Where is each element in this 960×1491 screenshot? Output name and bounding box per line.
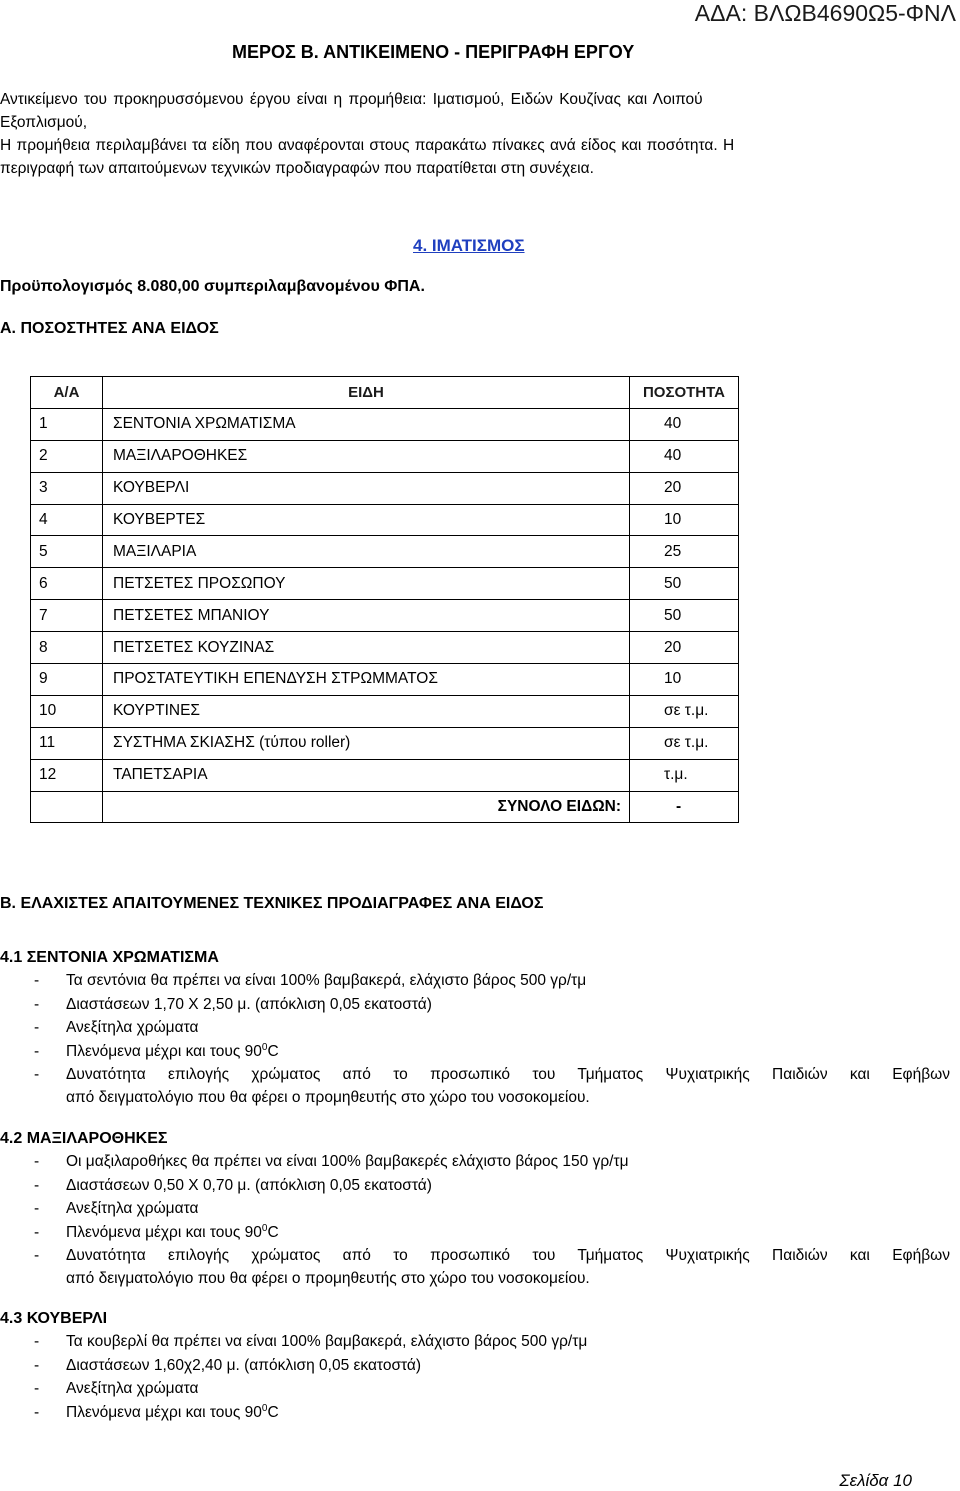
section-a-title: Α. ΠΟΣΟΣΤΗΤΕΣ ΑΝΑ ΕΙΔΟΣ: [0, 320, 219, 337]
row-item-name: ΣΕΝΤΟΝΙΑ ΧΡΩΜΑΤΙΣΜΑ: [103, 408, 630, 440]
table-header-row: [31, 377, 739, 409]
spec-title: 4.3 ΚΟΥΒΕΡΛΙ: [0, 1310, 108, 1327]
spec-bullet: - Διαστάσεων 0,50 Χ 0,70 μ. (απόκλιση 0,05 εκατοστά): [34, 1176, 432, 1194]
spec-bullet: - Πλενόμενα μέχρι και τους $90^0C$: [34, 1041, 279, 1060]
row-item-name: ΚΟΥΡΤΙΝΕΣ: [103, 695, 630, 727]
intro-paragraph: [0, 88, 958, 180]
total-label: ΣΥΝΟΛΟ ΕΙΔΩΝ:: [103, 791, 630, 823]
spec-section-4-2: [0, 1127, 950, 1291]
header-items: ΕΙΔΗ: [103, 377, 630, 409]
spec-title: 4.2 ΜΑΞΙΛΑΡΟΘΗΚΕΣ: [0, 1130, 168, 1147]
spec-bullet: - Ανεξίτηλα χρώματα: [34, 1380, 199, 1398]
row-quantity: 20: [630, 632, 739, 664]
row-item-name: ΠΕΤΣΕΤΕΣ ΠΡΟΣΩΠΟΥ: [103, 568, 630, 600]
section-link-clothing[interactable]: 4. ΙΜΑΤΙΣΜΟΣ: [413, 236, 525, 255]
spec-bullet: - Πλενόμενα μέχρι και τους $90^0C$: [34, 1402, 279, 1421]
intro-line: Η προμήθεια περιλαμβάνει τα είδη που αναφέρονται στους παρακάτω πίνακες ανά είδος και ποσότητα. Η: [0, 137, 735, 154]
row-quantity: σε τ.μ.: [630, 727, 739, 759]
spec-bullet: - Τα κουβερλί θα πρέπει να είναι 100% βαμβακερά, ελάχιστο βάρος 500 γρ/τμ: [34, 1333, 588, 1351]
total-empty-cell: [31, 791, 103, 823]
row-item-name: ΣΥΣΤΗΜΑ ΣΚΙΑΣΗΣ (τύπου roller): [103, 727, 630, 759]
table-row: [31, 440, 739, 472]
table-row: [31, 536, 739, 568]
row-quantity: σε τ.μ.: [630, 695, 739, 727]
row-quantity: 10: [630, 664, 739, 696]
quantities-table: [30, 376, 739, 823]
table-row: [31, 568, 739, 600]
row-item-name: ΠΕΤΣΕΤΕΣ ΜΠΑΝΙΟΥ: [103, 600, 630, 632]
row-number: 9: [31, 664, 103, 696]
row-number: 7: [31, 600, 103, 632]
row-quantity: τ.μ.: [630, 759, 739, 791]
header-quantity: ΠΟΣΟΤΗΤΑ: [630, 377, 739, 409]
ada-code: ΑΔΑ: ΒΛΩΒ4690Ω5-ΦΝΛ: [694, 0, 956, 26]
row-item-name: ΜΑΞΙΛΑΡΙΑ: [103, 536, 630, 568]
row-number: 3: [31, 472, 103, 504]
row-item-name: ΠΡΟΣΤΑΤΕΥΤΙΚΗ ΕΠΕΝΔΥΣΗ ΣΤΡΩΜΜΑΤΟΣ: [103, 664, 630, 696]
row-number: 1: [31, 408, 103, 440]
spec-bullet-continuation: από δειγματολόγιο που θα φέρει ο προμηθευτής στο χώρο του νοσοκομείου.: [66, 1089, 590, 1107]
budget-line: Προϋπολογισμός 8.080,00 συμπεριλαμβανομένου ΦΠΑ.: [0, 278, 425, 295]
row-quantity: 10: [630, 504, 739, 536]
spec-bullet: - Διαστάσεων 1,70 Χ 2,50 μ. (απόκλιση 0,05 εκατοστά): [34, 995, 432, 1013]
spec-bullet: - Δυνατότητα επιλογής χρώματος από το προσωπικό του Τμήματος Ψυχιατρικής Παιδιών και Εφήβων: [34, 1247, 950, 1265]
table-row: [31, 664, 739, 696]
spec-bullet: - Τα σεντόνια θα πρέπει να είναι 100% βαμβακερά, ελάχιστο βάρος 500 γρ/τμ: [34, 972, 587, 990]
row-quantity: 20: [630, 472, 739, 504]
spec-bullet: - Διαστάσεων 1,60χ2,40 μ. (απόκλιση 0,05 εκατοστά): [34, 1356, 422, 1374]
row-quantity: 25: [630, 536, 739, 568]
row-quantity: 40: [630, 408, 739, 440]
spec-bullet: - Οι μαξιλαροθήκες θα πρέπει να είναι 100% βαμβακερές ελάχιστο βάρος 150 γρ/τμ: [34, 1153, 629, 1171]
row-item-name: ΚΟΥΒΕΡΛΙ: [103, 472, 630, 504]
table-row: [31, 759, 739, 791]
spec-bullet: - Ανεξίτηλα χρώματα: [34, 1019, 199, 1037]
intro-line: Εξοπλισμού,: [0, 114, 88, 131]
row-number: 5: [31, 536, 103, 568]
row-quantity: 50: [630, 600, 739, 632]
table-row: [31, 472, 739, 504]
table-row: [31, 632, 739, 664]
row-item-name: ΜΑΞΙΛΑΡΟΘΗΚΕΣ: [103, 440, 630, 472]
header-aa: Α/Α: [31, 377, 103, 409]
table-row: [31, 727, 739, 759]
page-number: Σελίδα 10: [839, 1471, 912, 1490]
row-number: 4: [31, 504, 103, 536]
row-number: 11: [31, 727, 103, 759]
row-quantity: 50: [630, 568, 739, 600]
table-row: [31, 695, 739, 727]
row-number: 10: [31, 695, 103, 727]
intro-line: περιγραφή των απαιτούμενων τεχνικών προδιαγραφών που παρατίθεται στη συνέχεια.: [0, 160, 594, 177]
intro-line: Αντικείμενο του προκηρυσσόμενου έργου είναι η προμήθεια: Ιματισμού, Ειδών Κουζίνας και Λοιπού: [0, 91, 703, 108]
total-value: -: [630, 791, 739, 823]
row-item-name: ΚΟΥΒΕΡΤΕΣ: [103, 504, 630, 536]
part-title: ΜΕΡΟΣ Β. ΑΝΤΙΚΕΙΜΕΝΟ - ΠΕΡΙΓΡΑΦΗ ΕΡΓΟΥ: [232, 42, 635, 62]
table-row: [31, 408, 739, 440]
row-number: 2: [31, 440, 103, 472]
row-quantity: 40: [630, 440, 739, 472]
table-row: [31, 504, 739, 536]
spec-section-4-1: [0, 946, 950, 1110]
row-item-name: ΤΑΠΕΤΣΑΡΙΑ: [103, 759, 630, 791]
spec-section-4-3: [0, 1307, 950, 1424]
spec-bullet: - Ανεξίτηλα χρώματα: [34, 1200, 199, 1218]
section-b-title: Β. ΕΛΑΧΙΣΤΕΣ ΑΠΑΙΤΟΥΜΕΝΕΣ ΤΕΧΝΙΚΕΣ ΠΡΟΔΙΑΓΡΑΦΕΣ ΑΝΑ ΕΙΔΟΣ: [0, 895, 544, 912]
table-total-row: [31, 791, 739, 823]
row-number: 6: [31, 568, 103, 600]
spec-bullet: - Πλενόμενα μέχρι και τους $90^0C$: [34, 1222, 279, 1241]
row-number: 8: [31, 632, 103, 664]
row-item-name: ΠΕΤΣΕΤΕΣ ΚΟΥΖΙΝΑΣ: [103, 632, 630, 664]
table-row: [31, 600, 739, 632]
row-number: 12: [31, 759, 103, 791]
spec-title: 4.1 ΣΕΝΤΟΝΙΑ ΧΡΩΜΑΤΙΣΜΑ: [0, 949, 219, 966]
spec-bullet-continuation: από δειγματολόγιο που θα φέρει ο προμηθευτής στο χώρο του νοσοκομείου.: [66, 1270, 590, 1288]
spec-bullet: - Δυνατότητα επιλογής χρώματος από το προσωπικό του Τμήματος Ψυχιατρικής Παιδιών και Εφήβων: [34, 1066, 950, 1084]
